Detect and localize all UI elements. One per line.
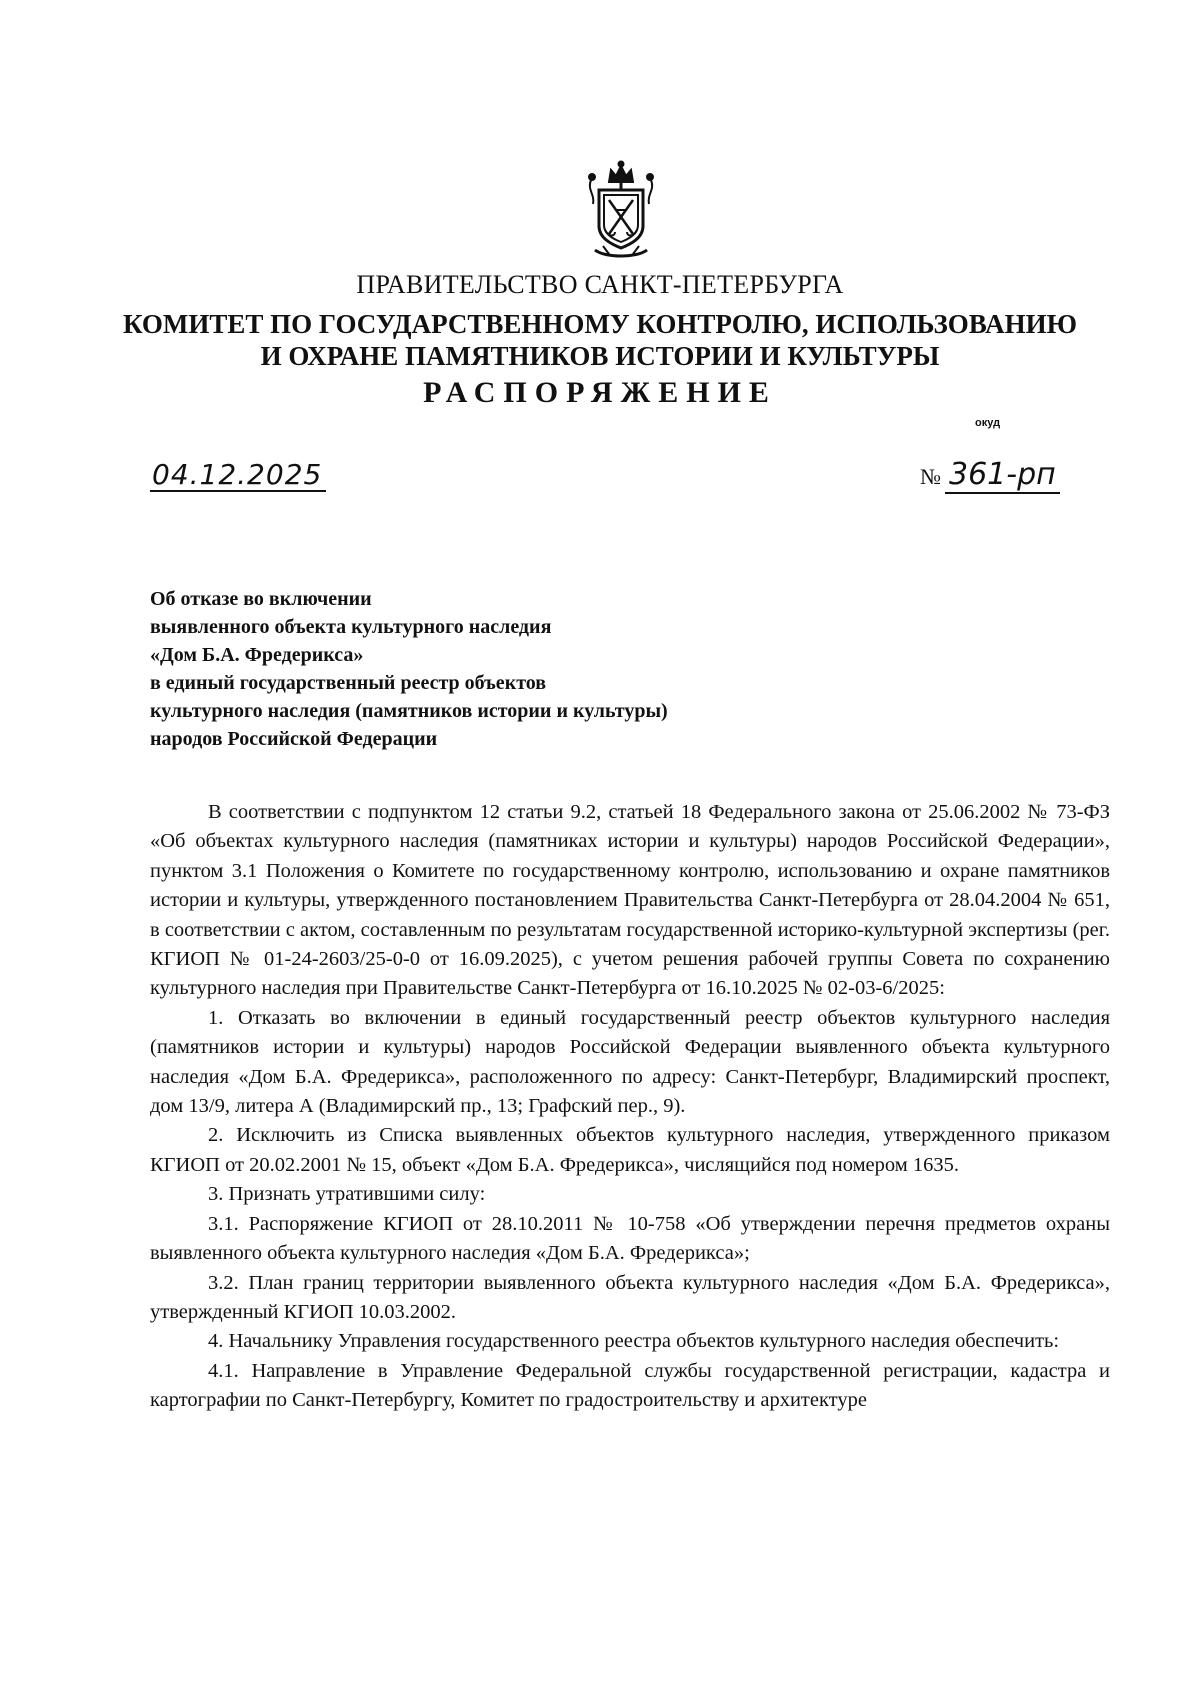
document-subject <box>150 585 850 753</box>
clause-1: 1. Отказать во включении в единый государственный реестр объектов культурного наследия (памятников истории и культуры) народов Российской Федерации выявленного объекта культурного наследия «Дом Б.А. Фредерикса», расположенного по адресу: Санкт-Петербург, Владимирский проспект, дом 13/9, литера А (Владимирский пр., 13; Графский пер., 9). <box>150 1006 1110 1118</box>
committee-name-line-2: И ОХРАНЕ ПАМЯТНИКОВ ИСТОРИИ И КУЛЬТУРЫ <box>260 341 940 371</box>
clause-3-2: 3.2. План границ территории выявленного объекта культурного наследия «Дом Б.А. Фредерикса», утвержденный КГИОП 10.03.2002. <box>150 1271 1110 1323</box>
okud-label: окуд <box>975 417 1001 429</box>
government-name: ПРАВИТЕЛЬСТВО САНКТ-ПЕТЕРБУРГА <box>356 270 844 299</box>
clause-3-1: 3.1. Распоряжение КГИОП от 28.10.2011 № 10-758 «Об утверждении перечня предметов охраны выявленного объекта культурного наследия «Дом Б.А. Фредерикса»; <box>150 1212 1110 1265</box>
committee-name-line-1: КОМИТЕТ ПО ГОСУДАРСТВЕННОМУ КОНТРОЛЮ, ИСПОЛЬЗОВАНИЮ <box>123 309 1077 339</box>
subject-line: в единый государственный реестр объектов <box>150 672 547 694</box>
subject-line: Об отказе во включении <box>150 588 372 610</box>
clause-2: 2. Исключить из Списка выявленных объектов культурного наследия, утвержденного приказом КГИОП от 20.02.2001 № 15, объект «Дом Б.А. Фредерикса», числящийся под номером 1635. <box>150 1124 1110 1176</box>
subject-line: культурного наследия (памятников истории и культуры) <box>150 700 668 722</box>
document-number <box>920 457 1060 492</box>
subject-line: народов Российской Федерации <box>150 728 438 750</box>
coat-of-arms-icon <box>585 160 657 260</box>
number-value: 361-рп <box>945 457 1060 494</box>
document-body <box>150 798 1110 1416</box>
subject-line: выявленного объекта культурного наследия <box>150 616 552 638</box>
subject-line: «Дом Б.А. Фредерикса» <box>150 644 364 666</box>
clause-3: 3. Признать утратившими силу: <box>208 1183 486 1206</box>
document-type: РАСПОРЯЖЕНИЕ <box>423 376 777 409</box>
clause-4: 4. Начальнику Управления государственного реестра объектов культурного наследия обеспечить: <box>208 1330 1060 1353</box>
committee-name <box>0 308 1200 372</box>
number-sign: № <box>920 464 941 489</box>
document-date: 04.12.2025 <box>150 460 326 492</box>
preamble-paragraph: В соответствии с подпунктом 12 статьи 9.2, статьей 18 Федерального закона от 25.06.2002 № 73-ФЗ «Об объектах культурного наследия (памятниках истории и культуры) народов Российской Федерации», пунктом 3.1 Положения о Комитете по государственному контролю, использованию и охране памятников истории и культуры, утвержденного постановлением Правительства Санкт-Петербурга от 28.04.2004 № 651, в соответствии с актом, составленным по результатам государственной историко-культурной экспертизы (рег. КГИОП № 01-24-2603/25-0-0 от 16.09.2025), с учетом решения рабочей группы Совета по сохранению культурного наследия при Правительстве Санкт-Петербурга от 16.10.2025 № 02-03-6/2025: <box>150 801 1110 1000</box>
clause-4-1: 4.1. Направление в Управление Федеральной службы государственной регистрации, кадастра и картографии по Санкт-Петербургу, Комитет по градостроительству и архитектуре <box>150 1359 1110 1412</box>
